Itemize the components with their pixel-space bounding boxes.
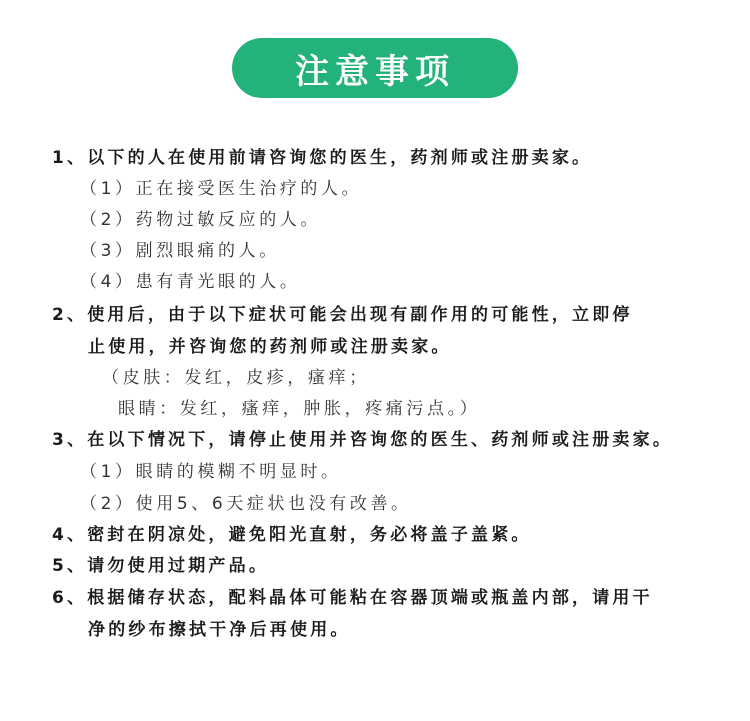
item-1-sub-4: （4）患有青光眼的人。: [80, 272, 301, 292]
item-2-symptoms-eyes: 眼睛：发红，瘙痒，肿胀，疼痛污点。）: [118, 399, 481, 419]
item-3: 3、在以下情况下，请停止使用并咨询您的医生、药剂师或注册卖家。: [52, 430, 674, 450]
item-2: 2、使用后，由于以下症状可能会出现有副作用的可能性，立即停: [52, 305, 633, 325]
item-3-sub-1: （1）眼睛的模糊不明显时。: [80, 462, 342, 482]
item-6-continued: 净的纱布擦拭干净后再使用。: [88, 620, 351, 640]
item-1-sub-2: （2）药物过敏反应的人。: [80, 210, 322, 230]
item-5: 5、请勿使用过期产品。: [52, 556, 270, 576]
item-2-symptoms-skin: （皮肤：发红，皮疹，瘙痒；: [102, 368, 370, 388]
title-banner: [232, 38, 518, 98]
item-1-sub-3: （3）剧烈眼痛的人。: [80, 241, 280, 261]
item-6: 6、根据储存状态，配料晶体可能粘在容器顶端或瓶盖内部，请用干: [52, 588, 653, 608]
item-1: 1、以下的人在使用前请咨询您的医生，药剂师或注册卖家。: [52, 148, 593, 168]
item-4: 4、密封在阴凉处，避免阳光直射，务必将盖子盖紧。: [52, 525, 532, 545]
item-2-continued: 止使用，并咨询您的药剂师或注册卖家。: [88, 337, 452, 357]
item-3-sub-2: （2）使用5、6天症状也没有改善。: [80, 494, 412, 514]
item-1-sub-1: （1）正在接受医生治疗的人。: [80, 179, 363, 199]
page-title: 注意事项: [295, 51, 455, 92]
